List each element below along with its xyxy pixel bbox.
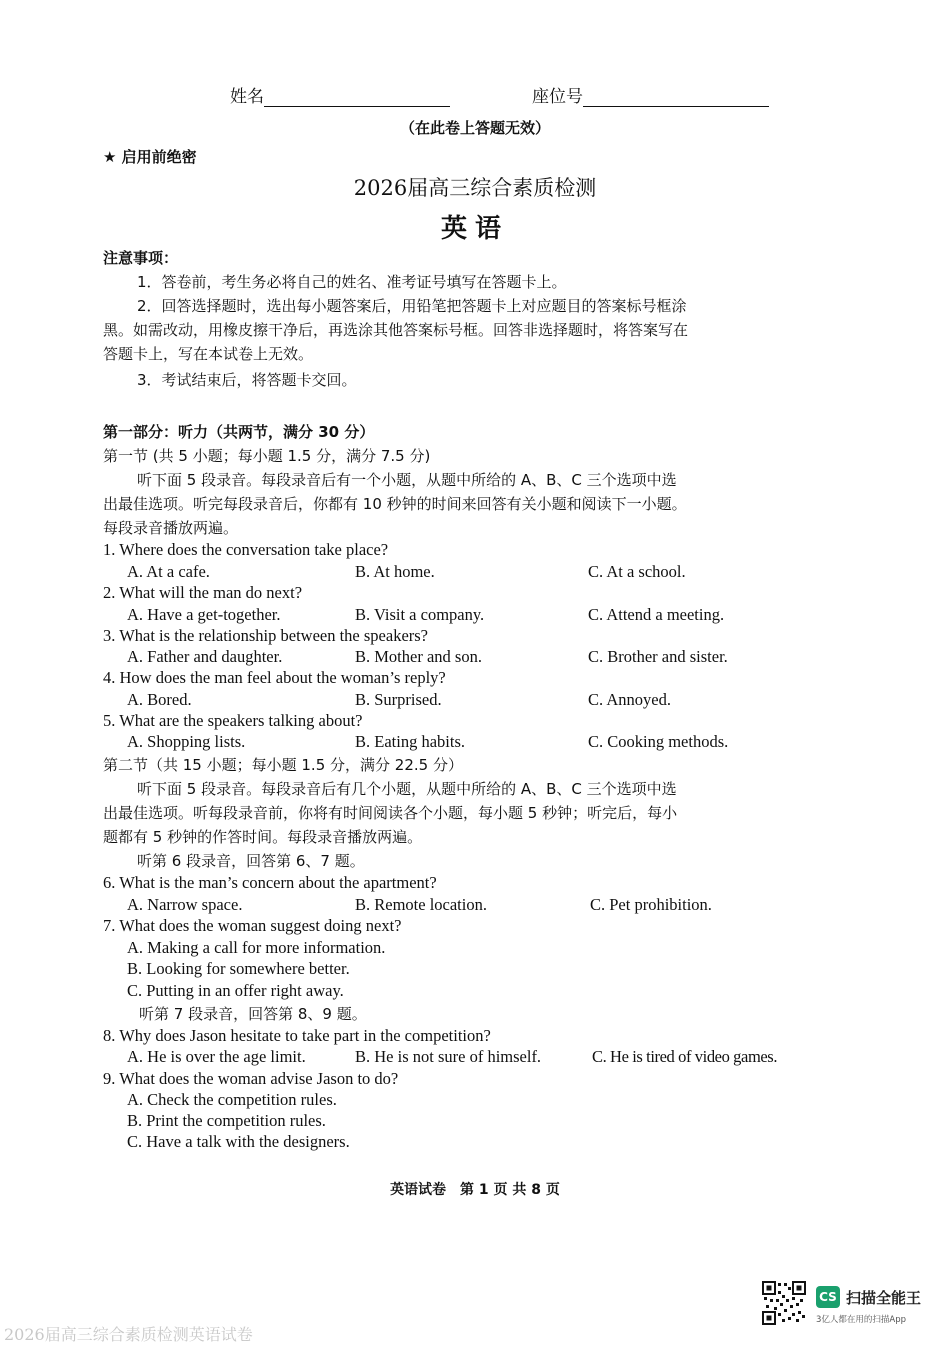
confidential-note: ★ 启用前绝密 — [103, 148, 197, 166]
question-2-option-c: C. Attend a meeting. — [588, 605, 725, 624]
question-4-option-b: B. Surprised. — [355, 690, 442, 709]
section2-instruction-3: 题都有 5 秒钟的作答时间。每段录音播放两遍。 — [103, 828, 423, 846]
question-9-stem: 9. What does the woman advise Jason to do? — [103, 1069, 399, 1088]
name-blank — [264, 88, 450, 107]
name-field — [230, 82, 450, 107]
question-1-option-b: B. At home. — [355, 562, 435, 581]
section2-heading: 第二节（共 15 小题；每小题 1.5 分，满分 22.5 分） — [103, 756, 463, 774]
question-1-option-c: C. At a school. — [588, 562, 686, 581]
question-9-option-b: B. Print the competition rules. — [127, 1111, 326, 1130]
question-6-option-b: B. Remote location. — [355, 895, 487, 914]
note-3: 3．考试结束后，将答题卡交回。 — [137, 371, 357, 389]
question-1-option-a: A. At a cafe. — [127, 562, 210, 581]
listen-7-instruction: 听第 7 段录音，回答第 8、9 题。 — [139, 1005, 367, 1023]
question-4-option-a: A. Bored. — [127, 690, 192, 709]
question-7-option-b: B. Looking for somewhere better. — [127, 959, 350, 978]
question-9-option-c: C. Have a talk with the designers. — [127, 1132, 350, 1151]
question-1-stem: 1. Where does the conversation take place? — [103, 540, 389, 559]
part1-heading: 第一部分：听力（共两节，满分 30 分） — [103, 423, 375, 441]
notes-heading: 注意事项： — [103, 249, 179, 267]
question-3-option-c: C. Brother and sister. — [588, 647, 728, 666]
watermark-text: 2026届高三综合素质检测英语试卷 — [4, 1325, 253, 1344]
invalid-note: （在此卷上答题无效） — [399, 119, 550, 137]
question-2-option-b: B. Visit a company. — [355, 605, 485, 624]
subject-title: 英语 — [440, 214, 509, 244]
question-4-stem: 4. How does the man feel about the woman’s reply? — [103, 668, 446, 687]
question-7-option-c: C. Putting in an offer right away. — [127, 981, 344, 1000]
exam-title: 2026届高三综合素质检测 — [353, 176, 597, 200]
question-2-stem: 2. What will the man do next? — [103, 583, 303, 602]
note-2-line-1: 2．回答选择题时，选出每小题答案后，用铅笔把答题卡上对应题目的答案标号框涂 — [137, 297, 687, 315]
note-2-line-2: 黑。如需改动，用橡皮擦干净后，再选涂其他答案标号框。回答非选择题时，将答案写在 — [103, 321, 689, 339]
question-2-option-a: A. Have a get-together. — [127, 605, 281, 624]
question-5-option-b: B. Eating habits. — [355, 732, 465, 751]
seat-label: 座位号 — [532, 87, 583, 107]
question-3-option-b: B. Mother and son. — [355, 647, 482, 666]
camscanner-tagline: 3亿人都在用的扫描App — [816, 1315, 907, 1325]
question-3-option-a: A. Father and daughter. — [127, 647, 283, 666]
question-6-option-c: C. Pet prohibition. — [590, 895, 712, 914]
question-5-option-a: A. Shopping lists. — [127, 732, 246, 751]
question-8-option-a: A. He is over the age limit. — [127, 1047, 306, 1066]
seat-field — [532, 82, 769, 107]
note-1: 1．答卷前，考生务必将自己的姓名、准考证号填写在答题卡上。 — [137, 273, 567, 291]
section1-instruction-2: 出最佳选项。听完每段录音后，你都有 10 秒钟的时间来回答有关小题和阅读下一小题。 — [103, 495, 687, 513]
question-6-stem: 6. What is the man’s concern about the apartment? — [103, 873, 437, 892]
section2-instruction-2: 出最佳选项。听每段录音前，你将有时间阅读各个小题，每小题 5 秒钟；听完后，每小 — [103, 804, 678, 822]
question-4-option-c: C. Annoyed. — [588, 690, 671, 709]
question-5-stem: 5. What are the speakers talking about? — [103, 711, 363, 730]
camscanner-logo-icon: CS — [816, 1286, 840, 1308]
section1-instruction-3: 每段录音播放两遍。 — [103, 519, 239, 537]
question-3-stem: 3. What is the relationship between the speakers? — [103, 626, 429, 645]
name-label: 姓名 — [230, 87, 264, 107]
section1-instruction-1: 听下面 5 段录音。每段录音后有一个小题，从题中所给的 A、B、C 三个选项中选 — [137, 471, 677, 489]
question-7-stem: 7. What does the woman suggest doing next? — [103, 916, 402, 935]
seat-blank — [583, 88, 769, 107]
section2-instruction-1: 听下面 5 段录音。每段录音后有几个小题，从题中所给的 A、B、C 三个选项中选 — [137, 780, 677, 798]
listen-6-instruction: 听第 6 段录音，回答第 6、7 题。 — [137, 852, 365, 870]
question-8-option-b: B. He is not sure of himself. — [355, 1047, 542, 1066]
question-8-stem: 8. Why does Jason hesitate to take part in the competition? — [103, 1026, 491, 1045]
question-6-option-a: A. Narrow space. — [127, 895, 243, 914]
section1-heading: 第一节 (共 5 小题；每小题 1.5 分，满分 7.5 分) — [103, 447, 431, 465]
page-footer: 英语试卷 第 1 页 共 8 页 — [390, 1182, 560, 1198]
question-5-option-c: C. Cooking methods. — [588, 732, 729, 751]
qr-code-icon — [762, 1281, 806, 1325]
question-8-option-c: C. He is tired of video games. — [592, 1047, 778, 1066]
note-2-line-3: 答题卡上，写在本试卷上无效。 — [103, 345, 314, 363]
question-9-option-a: A. Check the competition rules. — [127, 1090, 337, 1109]
question-7-option-a: A. Making a call for more information. — [127, 938, 386, 957]
camscanner-name: 扫描全能王 — [846, 1289, 922, 1307]
